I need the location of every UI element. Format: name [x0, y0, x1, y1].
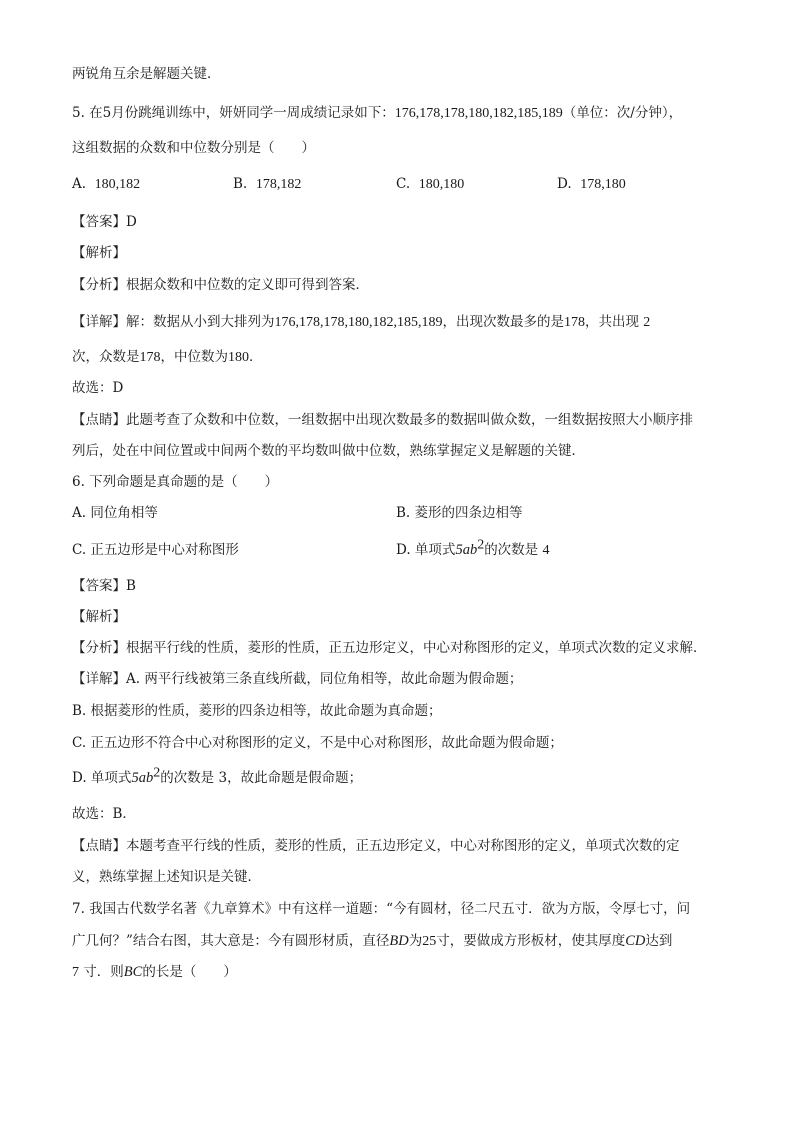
math-expression: 5ab: [131, 770, 154, 786]
q5-fenxi: 【分析】根据众数和中位数的定义即可得到答案．: [72, 277, 369, 293]
q6-option-b: B. 菱形的四条边相等: [396, 505, 523, 521]
stem-text: 寸，要做成方形板材，使其厚度: [436, 933, 626, 949]
q5-option-a: [72, 174, 140, 195]
question-7-line-3: [72, 962, 237, 983]
q5-answer: 【答案】D: [72, 214, 137, 230]
q5-dianjing-1: 【点睛】此题考查了众数和中位数，一组数据中出现次数最多的数据叫做众数，一组数据按照大小顺序排: [72, 412, 693, 428]
question-5-stem: [72, 103, 682, 124]
count-value: 2: [643, 315, 651, 330]
question-6-stem: 6. 下列命题是真命题的是（ ）: [72, 474, 279, 490]
q6-dianjing-1: 【点睛】本题考查平行线的性质，菱形的性质，正五边形定义，中心对称图形的定义，单项式次数的定: [72, 838, 680, 854]
detail-text: ，共出现: [585, 314, 639, 330]
q6-option-c: C. 正五边形是中心对称图形: [72, 542, 239, 558]
q5-option-b: [233, 174, 301, 195]
detail-text: ，中位数为: [160, 349, 228, 365]
option-value: 180,180: [418, 177, 465, 192]
question-5-stem-2: 这组数据的众数和中位数分别是（ ）: [72, 140, 315, 156]
math-segment: CD: [625, 933, 646, 949]
math-segment: BC: [123, 964, 143, 980]
q6-fenxi: 【分析】根据平行线的性质，菱形的性质，正五边形定义，中心对称图形的定义，单项式次数的定义求解．: [72, 640, 707, 656]
detail-text: D. 单项式: [72, 770, 132, 786]
question-7-line-2: [72, 931, 672, 952]
detail-text: 的次数是 3，故此命题是假命题；: [160, 770, 363, 786]
q6-dianjing-2: 义，熟练掌握上述知识是关键．: [72, 869, 261, 885]
stem-text: 5. 在5月份跳绳训练中，妍妍同学一周成绩记录如下：: [72, 105, 395, 121]
question-7-line-1: 7. 我国古代数学名著《九章算术》中有这样一道题：“今有圆材，径二尺五寸．欲为方版，令厚七寸，问: [72, 901, 691, 917]
q5-detail-line-2: [72, 347, 263, 368]
option-value: 4: [542, 543, 550, 558]
stem-text: 寸．则: [83, 964, 124, 980]
q6-detail-c: C. 正五边形不符合中心对称图形的定义，不是中心对称图形，故此命题为假命题；: [72, 735, 563, 751]
median-value: 180: [228, 350, 249, 365]
stem-text: 为: [408, 933, 423, 949]
number-value: 25: [422, 934, 437, 949]
stem-text: 的长是（ ）: [142, 964, 237, 980]
q5-option-d: [557, 174, 626, 195]
option-value: 178,182: [255, 177, 302, 192]
q5-analysis-heading: 【解析】: [72, 245, 126, 261]
option-label: A.: [72, 176, 87, 192]
q6-choose: 故选：B．: [72, 806, 136, 822]
option-value: 180,182: [94, 177, 141, 192]
q5-dianjing-2: 列后，处在中间位置或中间两个数的平均数叫做中位数，熟练掌握定义是解题的关键．: [72, 443, 585, 459]
option-value: 178,180: [580, 177, 626, 192]
q6-detail-d: [72, 765, 363, 788]
stem-text: 广几何？”结合右图，其大意是：今有圆形材质，直径: [72, 933, 390, 949]
q5-choose: 故选：D: [72, 380, 124, 396]
q6-option-d: [396, 537, 550, 561]
detail-text: 次，众数是: [72, 349, 140, 365]
math-segment: BD: [389, 933, 409, 949]
q6-analysis-heading: 【解析】: [72, 609, 126, 625]
math-exponent: 2: [477, 537, 485, 553]
data-values: 176,178,178,180,182,185,189: [394, 106, 563, 121]
detail-text: ，出现次数最多的是: [442, 314, 564, 330]
q6-option-a: A. 同位角相等: [72, 505, 158, 521]
option-text: D. 单项式: [396, 542, 456, 558]
q5-detail-line-1: [72, 312, 650, 333]
stem-text: 达到: [645, 933, 673, 949]
mode-value: 178: [564, 315, 585, 330]
q6-detail-b: B. 根据菱形的性质，菱形的四条边相等，故此命题为真命题；: [72, 703, 442, 719]
option-text: 的次数是: [484, 542, 539, 558]
math-expression: 5ab: [455, 542, 478, 558]
detail-text: ．: [249, 349, 263, 365]
q5-option-c: [396, 174, 464, 195]
unit-text: （单位：次/分钟），: [562, 105, 683, 121]
detail-text: 【详解】解：数据从小到大排列为: [72, 314, 275, 330]
text-line: 两锐角互余是解题关键．: [72, 66, 221, 82]
option-label: C.: [396, 176, 411, 192]
option-label: B.: [233, 176, 248, 192]
data-values: 176,178,178,180,182,185,189: [274, 315, 443, 330]
number-value: 7: [72, 965, 79, 980]
q6-answer: 【答案】B: [72, 578, 136, 594]
math-exponent: 2: [153, 765, 161, 781]
mode-value: 178: [139, 350, 161, 365]
q6-detail-a: 【详解】A. 两平行线被第三条直线所截，同位角相等，故此命题为假命题；: [72, 671, 523, 687]
option-label: D.: [557, 176, 572, 192]
